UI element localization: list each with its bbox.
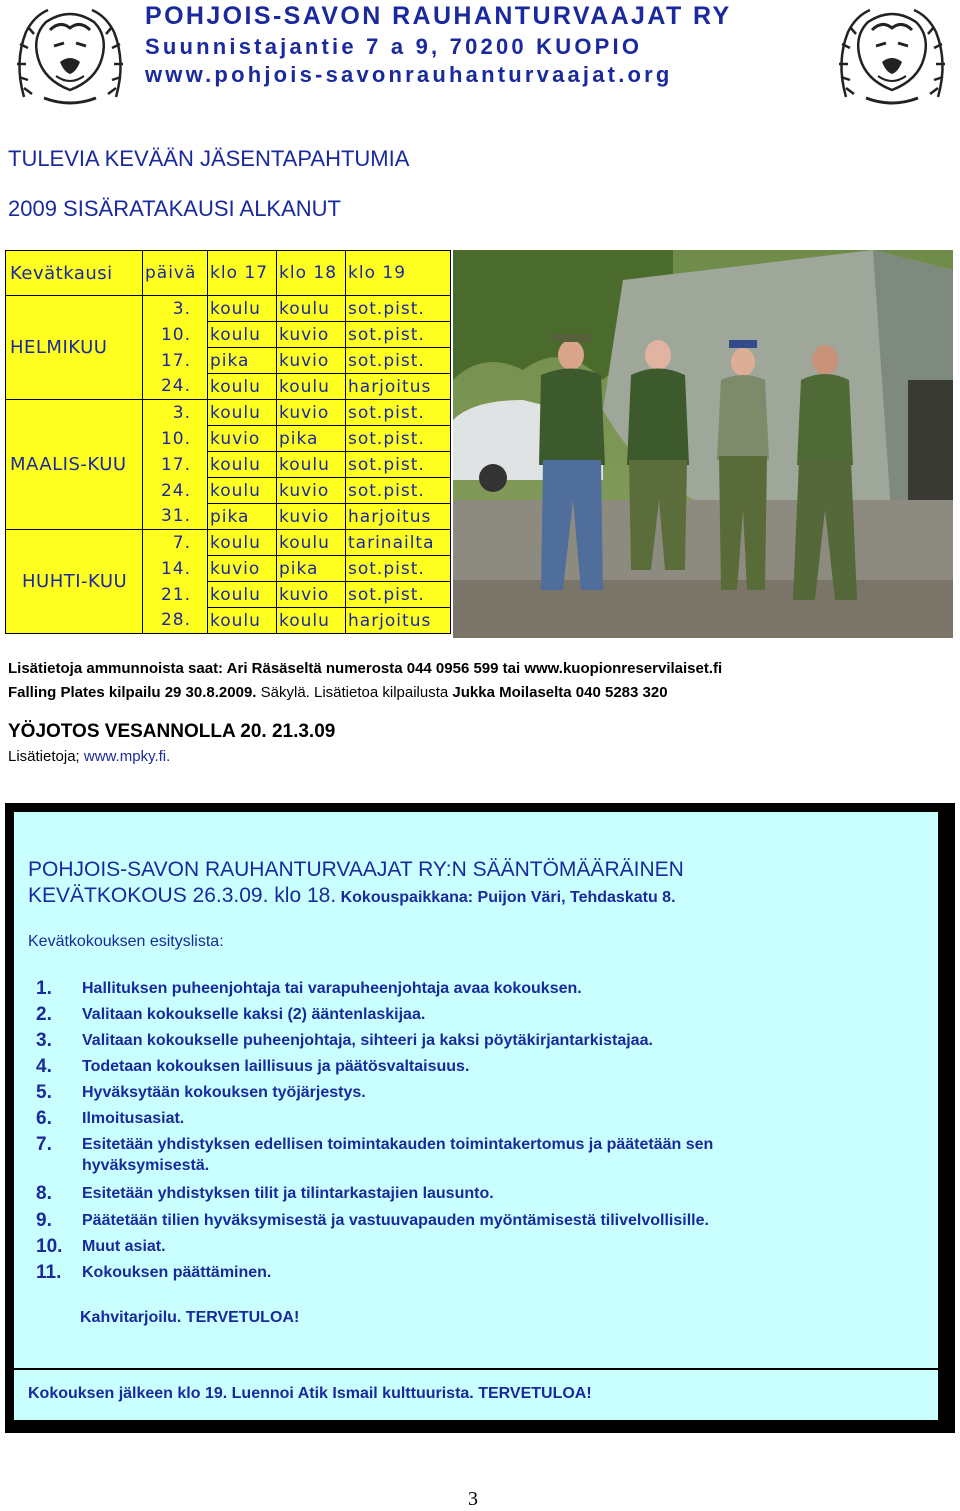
falling-plates-info	[8, 684, 668, 701]
agenda-item: Esitetään yhdistyksen edellisen toimintakauden toimintakertomus ja päätetään sen	[82, 1136, 714, 1153]
cell-day: 31.	[143, 504, 208, 530]
cell-klo18: kuvio	[277, 504, 346, 530]
cell-klo17: pika	[208, 504, 277, 530]
header-klo19: klo 19	[346, 251, 451, 296]
agenda-num: 7.	[36, 1134, 52, 1155]
agenda-num: 8.	[36, 1183, 52, 1204]
agenda-num: 10.	[36, 1236, 63, 1257]
mpky-link[interactable]: www.mpky.fi.	[83, 748, 171, 765]
ammo-info: Lisätietoja ammunnoista saat: Ari Räsäseltä numerosta 044 0956 599 tai www.kuopionreservilaiset.fi	[8, 660, 723, 677]
cell-klo19: sot.pist.	[346, 400, 451, 426]
cell-day: 10.	[143, 426, 208, 452]
agenda-num: 5.	[36, 1082, 52, 1103]
cell-day: 7.	[143, 530, 208, 556]
falling-plates-event: Falling Plates kilpailu 29 30.8.2009.	[8, 684, 257, 701]
agenda-item: Valitaan kokoukselle puheenjohtaja, sihteeri ja kaksi pöytäkirjantarkistajaa.	[82, 1032, 653, 1049]
cell-klo18: kuvio	[277, 478, 346, 504]
after-meeting-note: Kokouksen jälkeen klo 19. Luennoi Atik Ismail kulttuurista. TERVETULOA!	[28, 1385, 592, 1402]
lion-emblem-logo-left	[4, 2, 136, 112]
cell-day: 14.	[143, 556, 208, 582]
agenda-item: Valitaan kokoukselle kaksi (2) ääntenlaskijaa.	[82, 1006, 426, 1023]
cell-klo17: koulu	[208, 374, 277, 400]
cell-klo19: sot.pist.	[346, 478, 451, 504]
agenda-item: Kokouksen päättäminen.	[82, 1264, 272, 1281]
cell-klo18: koulu	[277, 530, 346, 556]
cell-klo17: kuvio	[208, 426, 277, 452]
header-klo18: klo 18	[277, 251, 346, 296]
cell-klo19: harjoitus	[346, 504, 451, 530]
cell-klo18: kuvio	[277, 348, 346, 374]
cell-klo18: pika	[277, 426, 346, 452]
cell-klo18: pika	[277, 556, 346, 582]
agenda-num: 11.	[36, 1262, 62, 1283]
agenda-num: 4.	[36, 1056, 52, 1077]
cell-klo17: koulu	[208, 608, 277, 634]
cell-klo19: sot.pist.	[346, 556, 451, 582]
agenda-num: 3.	[36, 1030, 52, 1051]
coffee-note: Kahvitarjoilu. TERVETULOA!	[80, 1309, 300, 1326]
header-season: Kevätkausi	[6, 251, 143, 296]
page-number: 3	[468, 1488, 478, 1510]
meeting-date: KEVÄTKOKOUS 26.3.09. klo 18.	[28, 884, 337, 907]
cell-klo18: koulu	[277, 374, 346, 400]
month-label: HUHTI-KUU	[6, 530, 143, 634]
agenda-num: 6.	[36, 1108, 52, 1129]
agenda-num: 1.	[36, 978, 52, 999]
agenda-item: Esitetään yhdistyksen tilit ja tilintarkastajien lausunto.	[82, 1185, 494, 1202]
cell-day: 21.	[143, 582, 208, 608]
agenda-item: Todetaan kokouksen laillisuus ja päätösvaltaisuus.	[82, 1058, 470, 1075]
upcoming-events-title: TULEVIA KEVÄÄN JÄSENTAPAHTUMIA	[8, 146, 410, 171]
cell-klo17: koulu	[208, 296, 277, 322]
schedule-header-row	[6, 251, 451, 296]
cell-klo19: sot.pist.	[346, 322, 451, 348]
cell-klo17: koulu	[208, 400, 277, 426]
org-address: Suunnistajantie 7 a 9, 70200 KUOPIO	[145, 34, 643, 59]
cell-klo17: koulu	[208, 452, 277, 478]
cell-klo17: kuvio	[208, 556, 277, 582]
falling-plates-place: Säkylä. Lisätietoa kilpailusta	[256, 684, 453, 701]
cell-day: 24.	[143, 374, 208, 400]
meeting-title-line1: POHJOIS-SAVON RAUHANTURVAAJAT RY:N SÄÄNTÖMÄÄRÄINEN	[28, 858, 684, 881]
cell-klo18: kuvio	[277, 582, 346, 608]
night-march-title: YÖJOTOS VESANNOLLA 20. 21.3.09	[8, 721, 336, 742]
cell-klo19: sot.pist.	[346, 426, 451, 452]
group-photo	[453, 250, 953, 638]
agenda-item-continued: hyväksymisestä.	[82, 1157, 210, 1174]
cell-day: 24.	[143, 478, 208, 504]
agenda-num: 2.	[36, 1004, 52, 1025]
meeting-place: Kokouspaikkana: Puijon Väri, Tehdaskatu 8.	[336, 889, 676, 906]
cell-klo19: harjoitus	[346, 374, 451, 400]
cell-klo17: koulu	[208, 582, 277, 608]
cell-day: 28.	[143, 608, 208, 634]
header-klo17: klo 17	[208, 251, 277, 296]
cell-day: 3.	[143, 296, 208, 322]
cell-klo18: kuvio	[277, 322, 346, 348]
falling-plates-contact: Jukka Moilaselta 040 5283 320	[452, 684, 668, 701]
agenda-heading: Kevätkokouksen esityslista:	[28, 933, 224, 950]
cell-klo18: kuvio	[277, 400, 346, 426]
org-name: POHJOIS-SAVON RAUHANTURVAAJAT RY	[145, 2, 732, 30]
month-label: HELMIKUU	[6, 296, 143, 400]
cell-klo18: koulu	[277, 452, 346, 478]
cell-klo19: harjoitus	[346, 608, 451, 634]
cell-klo19: tarinailta	[346, 530, 451, 556]
night-march-info	[8, 748, 170, 765]
cell-klo19: sot.pist.	[346, 582, 451, 608]
cell-klo18: koulu	[277, 608, 346, 634]
cell-day: 17.	[143, 348, 208, 374]
month-label: MAALIS-KUU	[6, 400, 143, 530]
cell-klo17: koulu	[208, 530, 277, 556]
agenda-item: Muut asiat.	[82, 1238, 166, 1255]
cell-klo18: koulu	[277, 296, 346, 322]
agenda-item: Hyväksytään kokouksen työjärjestys.	[82, 1084, 366, 1101]
agenda-item: Hallituksen puheenjohtaja tai varapuheenjohtaja avaa kokouksen.	[82, 980, 582, 997]
cell-day: 10.	[143, 322, 208, 348]
header-day: päivä	[143, 251, 208, 296]
table-row	[6, 400, 451, 426]
org-website[interactable]: www.pohjois-savonrauhanturvaajat.org	[145, 62, 673, 87]
cell-klo19: sot.pist.	[346, 296, 451, 322]
meeting-box	[5, 803, 955, 1433]
night-march-info-label: Lisätietoja;	[8, 748, 84, 765]
meeting-box-content	[13, 811, 939, 1421]
cell-day: 3.	[143, 400, 208, 426]
cell-day: 17.	[143, 452, 208, 478]
agenda-item: Ilmoitusasiat.	[82, 1110, 185, 1127]
table-row	[6, 530, 451, 556]
cell-klo17: pika	[208, 348, 277, 374]
meeting-divider	[14, 1368, 938, 1370]
season-started-title: 2009 SISÄRATAKAUSI ALKANUT	[8, 196, 341, 221]
cell-klo19: sot.pist.	[346, 452, 451, 478]
cell-klo17: koulu	[208, 322, 277, 348]
lion-emblem-logo-right	[826, 2, 958, 112]
cell-klo17: koulu	[208, 478, 277, 504]
agenda-item: Päätetään tilien hyväksymisestä ja vastuuvapauden myöntämisestä tilivelvollisille.	[82, 1212, 709, 1229]
meeting-title-line2	[28, 884, 676, 908]
agenda-num: 9.	[36, 1210, 52, 1231]
table-row	[6, 296, 451, 322]
cell-klo19: sot.pist.	[346, 348, 451, 374]
shooting-schedule-table	[5, 250, 451, 634]
